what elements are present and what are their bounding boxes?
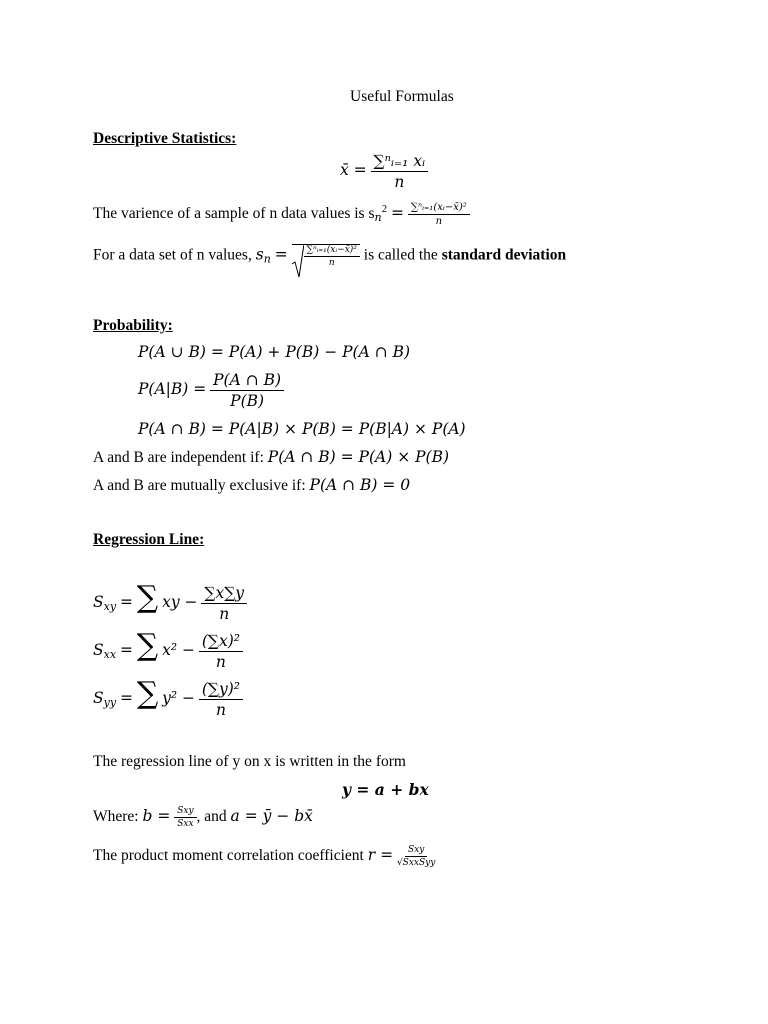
where-text: Where: <box>93 808 139 826</box>
sxy-lhs: $S_{xy}$ <box>93 593 117 613</box>
variance-numerator: ∑ⁿᵢ₌₁(xᵢ−x̄)² <box>408 202 470 215</box>
sxy-formula: $S_{xy}$ = ∑ xy − $\frac{\sum x\sum y}{n}$ <box>93 583 247 623</box>
sd-eq: = <box>274 245 288 264</box>
regression-line-text: The regression line of y on x is written in the form <box>93 753 406 770</box>
sxy-term: xy − <box>162 593 198 611</box>
pmcc-line <box>93 845 435 868</box>
pmcc-denominator: √SxxSyy <box>396 858 436 868</box>
descriptive-statistics-heading: Descriptive Statistics: <box>93 130 237 147</box>
where-a: a = ȳ − bx̄ <box>230 807 313 826</box>
sd-text-before: For a data set of n values, <box>93 246 252 264</box>
sxx-term: x² − <box>162 641 195 659</box>
probability-heading: Probability: <box>93 317 173 334</box>
syy-term: y² − <box>162 689 195 707</box>
variance-text: The varience of a sample of n data values is s <box>93 205 375 223</box>
exclusive-formula: P(A ∩ B) = 0 <box>309 476 411 494</box>
conditional-denominator: P(B) <box>230 392 265 410</box>
syy-formula: $S_{yy}$ = ∑ y² − $\frac{\text{(∑y)²}}{n}$ <box>93 679 243 719</box>
pmcc-r: r = <box>367 846 394 865</box>
variance-fraction <box>408 202 470 227</box>
conditional-fraction <box>210 371 284 410</box>
sxx-fraction <box>199 632 243 671</box>
variance-sup: 2 <box>381 203 388 216</box>
exclusive-line <box>93 476 410 495</box>
page-title: Useful Formulas <box>350 88 454 105</box>
union-formula: P(A ∪ B) = P(A) + P(B) − P(A ∩ B) <box>138 343 411 361</box>
sqrt-sign-icon <box>292 244 304 278</box>
sxy-numerator: ∑x∑y <box>201 584 247 604</box>
sxx-denominator: n <box>215 652 226 671</box>
sxx-formula: $S_{xx}$ = ∑ x² − $\frac{\text{(∑x)²}}{n}$ <box>93 631 243 671</box>
sigma-icon: ∑ <box>136 628 159 663</box>
mean-lhs: x̄ = <box>340 161 367 180</box>
sd-lhs-sub: n <box>263 252 271 266</box>
independent-text: A and B are independent if: <box>93 449 264 466</box>
independent-line <box>93 448 449 467</box>
mean-fraction <box>371 152 429 191</box>
exclusive-text: A and B are mutually exclusive if: <box>93 477 306 494</box>
sd-numerator: ∑ⁿᵢ₌₁(xᵢ−x̄)² <box>304 245 360 257</box>
syy-fraction <box>199 680 243 719</box>
conditional-numerator: P(A ∩ B) <box>210 371 284 391</box>
syy-denominator: n <box>215 700 226 719</box>
variance-sub: n <box>374 211 382 225</box>
mean-formula <box>340 152 428 191</box>
sd-bold-term: standard deviation <box>441 246 567 264</box>
sd-lhs: s <box>255 245 264 264</box>
standard-deviation-line <box>93 244 566 268</box>
sqrt-radical <box>292 244 360 268</box>
mean-denominator: n <box>394 173 405 191</box>
sxy-denominator: n <box>219 604 230 623</box>
sxy-fraction <box>201 584 247 623</box>
sd-text-after: is called the <box>363 246 438 264</box>
conditional-lhs: P(A|B) = <box>138 380 207 399</box>
pmcc-text: The product moment correlation coefficient <box>93 847 364 865</box>
where-b-denominator: Sxx <box>177 819 194 829</box>
mean-numerator: ∑ⁿᵢ₌₁ xᵢ <box>371 152 429 172</box>
variance-eq: = <box>390 204 404 223</box>
pmcc-fraction <box>397 845 435 868</box>
regression-line-formula: y = a + bx <box>342 780 429 799</box>
sxx-lhs: $S_{xx}$ <box>93 641 117 661</box>
variance-line <box>93 202 470 227</box>
sd-denominator: n <box>328 258 335 268</box>
sigma-icon: ∑ <box>136 580 159 615</box>
where-b-numerator: Sxy <box>174 806 196 818</box>
sd-fraction <box>304 245 360 268</box>
where-line <box>93 806 313 829</box>
independent-formula: P(A ∩ B) = P(A) × P(B) <box>267 448 450 466</box>
sxx-numerator: (∑x)² <box>199 632 243 652</box>
regression-heading: Regression Line: <box>93 531 205 548</box>
variance-denominator: n <box>435 216 443 227</box>
where-and: , and <box>196 808 227 826</box>
sigma-icon: ∑ <box>136 676 159 711</box>
pmcc-numerator: Sxy <box>405 845 427 857</box>
syy-numerator: (∑y)² <box>199 680 243 700</box>
multiplication-formula: P(A ∩ B) = P(A|B) × P(B) = P(B|A) × P(A) <box>138 420 466 438</box>
conditional-formula <box>138 371 284 410</box>
syy-lhs: $S_{yy}$ <box>93 689 117 709</box>
where-b-fraction <box>174 806 196 829</box>
where-b: b = <box>142 807 171 826</box>
